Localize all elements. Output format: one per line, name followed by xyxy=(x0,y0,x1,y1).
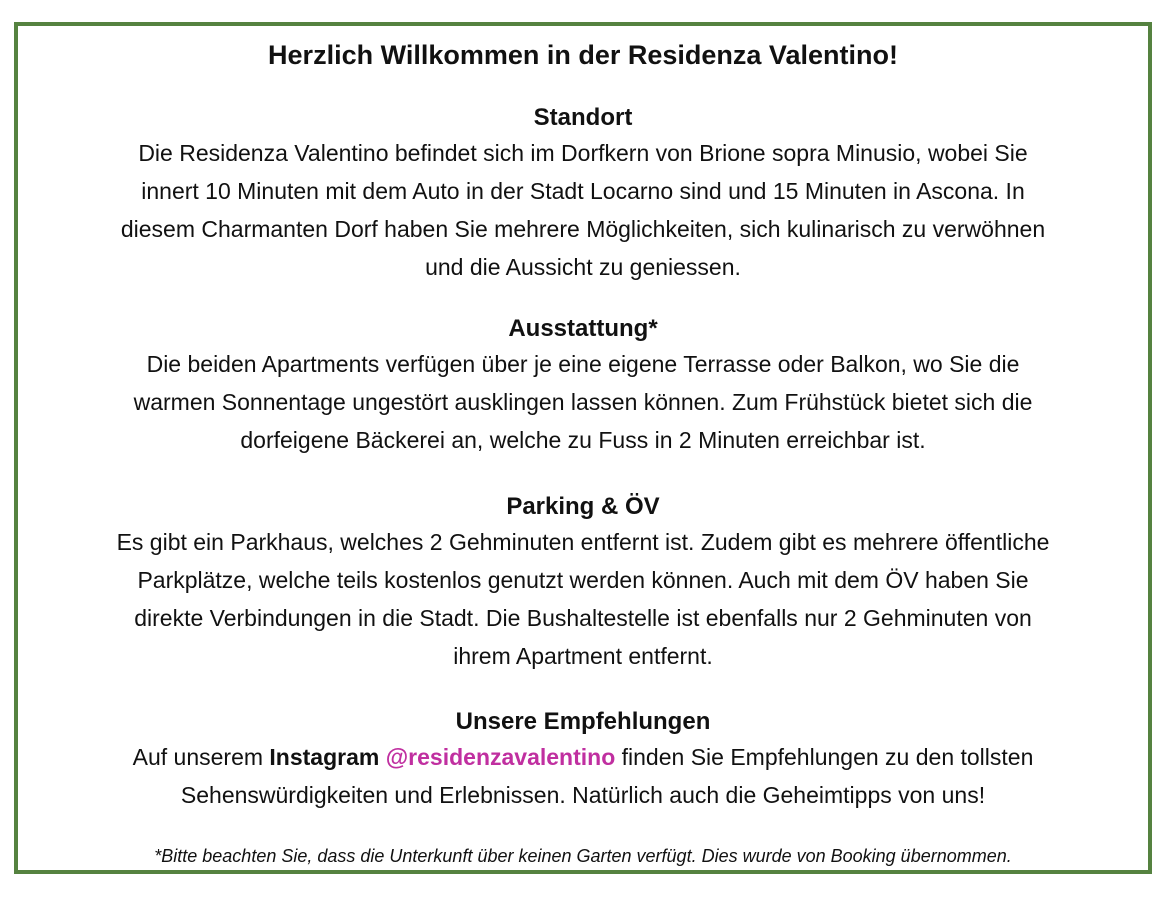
section-heading-empfehlungen: Unsere Empfehlungen xyxy=(455,708,711,735)
text-line: innert 10 Minuten mit dem Auto in der Stadt Locarno sind und 15 Minuten in Ascona. In xyxy=(141,178,1025,204)
text-line: Parkplätze, welche teils kostenlos genutzt werden können. Auch mit dem ÖV haben Sie xyxy=(137,567,1029,593)
section-body-parking xyxy=(32,523,1134,675)
section-heading-standort: Standort xyxy=(533,104,633,131)
instagram-handle-link[interactable]: @residenzavalentino xyxy=(385,744,616,770)
section-standort xyxy=(32,102,1134,286)
section-body-standort xyxy=(32,134,1134,286)
section-body-ausstattung xyxy=(32,345,1134,459)
section-heading-parking: Parking & ÖV xyxy=(506,493,660,520)
text-line: dorfeigene Bäckerei an, welche zu Fuss in 2 Minuten erreichbar ist. xyxy=(240,427,926,453)
section-body-empfehlungen xyxy=(32,738,1134,814)
text-line: Die Residenza Valentino befindet sich im Dorfkern von Brione sopra Minusio, wobei Sie xyxy=(138,140,1028,166)
text-line: und die Aussicht zu geniessen. xyxy=(425,254,741,280)
text-fragment: finden Sie Empfehlungen zu den tollsten xyxy=(615,744,1034,770)
text-line: diesem Charmanten Dorf haben Sie mehrere Möglichkeiten, sich kulinarisch zu verwöhnen xyxy=(120,216,1046,242)
section-ausstattung xyxy=(32,313,1134,459)
text-line: Die beiden Apartments verfügen über je eine eigene Terrasse oder Balkon, wo Sie die xyxy=(146,351,1020,377)
text-line: ihrem Apartment entfernt. xyxy=(453,643,713,669)
instagram-label: Instagram xyxy=(269,744,380,770)
text-line: direkte Verbindungen in die Stadt. Die Bushaltestelle ist ebenfalls nur 2 Gehminuten von xyxy=(134,605,1032,631)
text-line: Es gibt ein Parkhaus, welches 2 Gehminuten entfernt ist. Zudem gibt es mehrere öffentliche xyxy=(116,529,1050,555)
text-line xyxy=(32,738,1134,776)
text-line: Sehenswürdigkeiten und Erlebnissen. Natürlich auch die Geheimtipps von uns! xyxy=(180,782,986,808)
section-empfehlungen xyxy=(32,706,1134,814)
section-parking xyxy=(32,491,1134,675)
text-fragment: Auf unserem xyxy=(132,744,270,770)
text-line: warmen Sonnentage ungestört ausklingen lassen können. Zum Frühstück bietet sich die xyxy=(133,389,1033,415)
section-heading-ausstattung: Ausstattung* xyxy=(508,315,658,342)
content-frame xyxy=(14,22,1152,874)
footnote: *Bitte beachten Sie, dass die Unterkunft über keinen Garten verfügt. Dies wurde von Booking übernommen. xyxy=(154,846,1012,866)
page-title: Herzlich Willkommen in der Residenza Valentino! xyxy=(268,40,898,70)
